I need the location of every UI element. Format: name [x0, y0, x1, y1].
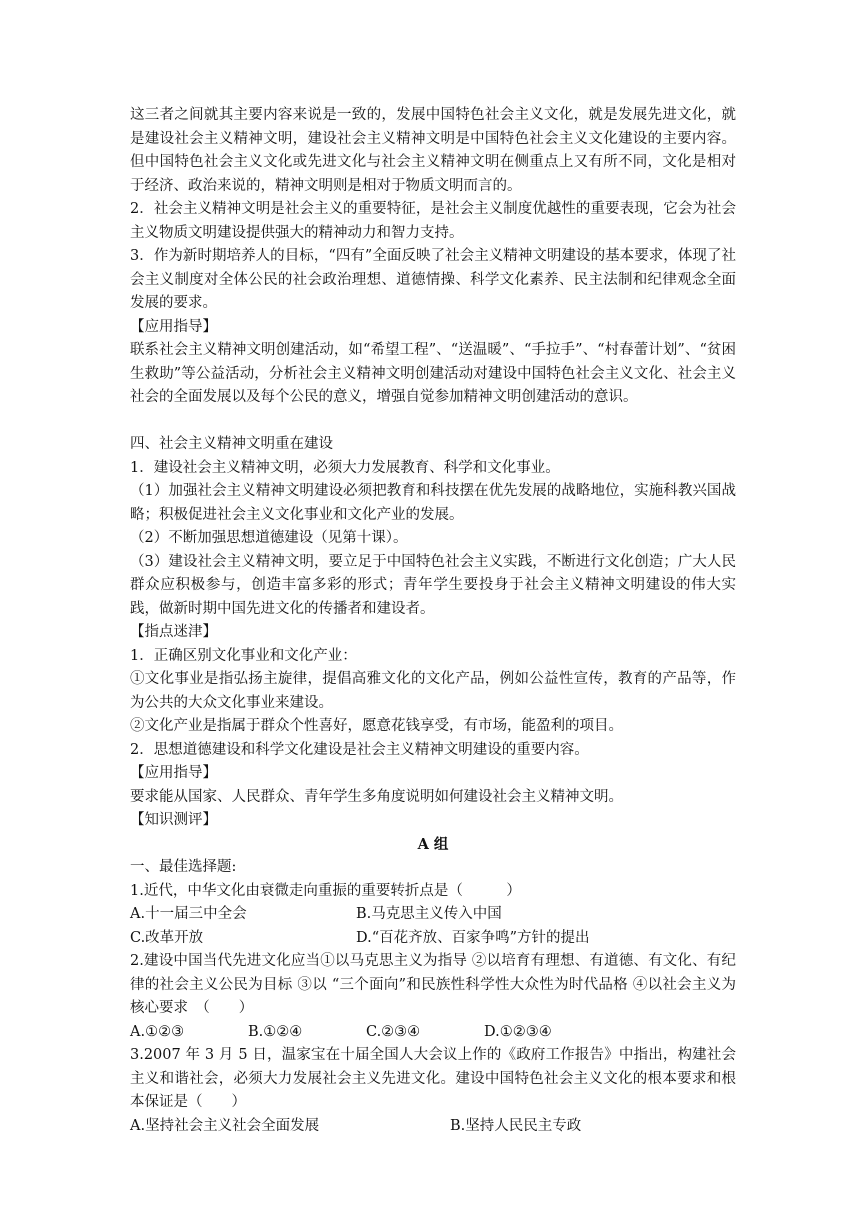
section-heading: 【应用指导】: [130, 765, 217, 781]
question-1: 1.近代，中华文化由衰微走向重振的重要转折点是（ ）: [130, 882, 521, 899]
option-b: B.马克思主义传入中国: [356, 906, 502, 922]
paragraph: ②文化产业是指属于群众个性喜好，愿意花钱享受，有市场，能盈利的项目。: [130, 718, 623, 734]
option-c: C.②③④: [366, 1023, 421, 1040]
paragraph: ①文化事业是指弘扬主旋律，提倡高雅文化的文化产品，例如公益性宣传，教育的产品等，作为公共的大众文化事业来建设。: [130, 671, 736, 711]
paragraph: 1．正确区别文化事业和文化产业：: [130, 647, 357, 664]
question-2: 2.建设中国当代先进文化应当①以马克思主义为指导 ②以培育有理想、有道德、有文化、有纪律的社会主义公民为目标 ③以 “三个面向”和民族性科学性大众性为时代品格 ④以社会主义为核心要求 （ ）: [130, 953, 736, 1016]
paragraph: 要求能从国家、人民群众、青年学生多角度说明如何建设社会主义精神文明。: [130, 788, 623, 805]
paragraph: （3）建设社会主义精神文明，要立足于中国特色社会主义实践，不断进行文化创造；广大人民群众应积极参与，创造丰富多彩的形式；青年学生要投身于社会主义精神文明建设的伟大实践，做新时期中国先进文化的传播者和建设者。: [130, 553, 736, 617]
question-1-options-row-2: [130, 927, 736, 951]
option-a: A.①②③: [130, 1023, 185, 1040]
question-3-options-row-1: [130, 1115, 736, 1139]
option-b: B.①②④: [248, 1023, 303, 1040]
section-heading: 【指点迷津】: [130, 624, 217, 640]
question-1-options-row-1: [130, 903, 736, 927]
section-heading: 【应用指导】: [130, 318, 217, 335]
option-a: A.坚持社会主义社会全面发展: [130, 1117, 320, 1134]
option-c: C.改革开放: [130, 929, 204, 946]
question-2-options: [130, 1021, 736, 1045]
question-3: 3.2007 年 3 月 5 日，温家宝在十届全国人大会议上作的《政府工作报告》中指出，构建社会主义和谐社会，必须大力发展社会主义先进文化。建设中国特色社会主义文化的根本要求和根本保证是（ ）: [130, 1047, 736, 1110]
option-d: D.“百花齐放、百家争鸣”方针的提出: [356, 929, 590, 946]
paragraph: （1）加强社会主义精神文明建设必须把教育和科技摆在优先发展的战略地位，实施科教兴国战略；积极促进社会主义文化事业和文化产业的发展。: [130, 483, 736, 523]
section-title: 四、社会主义精神文明重在建设: [130, 436, 333, 452]
group-title: A 组: [417, 835, 449, 853]
paragraph: 1．建设社会主义精神文明，必须大力发展教育、科学和文化事业。: [130, 459, 560, 476]
question-section-title: 一、最佳选择题:: [130, 859, 237, 875]
document-page: [130, 104, 736, 1138]
paragraph: （2）不断加强思想道德建设（见第十课）。: [130, 530, 408, 546]
paragraph: 2．思想道德建设和科学文化建设是社会主义精神文明建设的重要内容。: [130, 741, 589, 758]
paragraph: 2．社会主义精神文明是社会主义的重要特征，是社会主义制度优越性的重要表现，它会为社会主义物质文明建设提供强大的精神动力和智力支持。: [130, 201, 736, 241]
paragraph: 这三者之间就其主要内容来说是一致的，发展中国特色社会主义文化，就是发展先进文化，就是建设社会主义精神文明，建设社会主义精神文明是中国特色社会主义文化建设的主要内容。但中国特色社会主义文化或先进文化与社会主义精神文明在侧重点上又有所不同，文化是相对于经济、政治来说的，精神文明则是相对于物质文明而言的。: [130, 107, 736, 194]
blank-line: [130, 410, 736, 434]
option-b: B.坚持人民民主专政: [450, 1117, 582, 1134]
option-a: A.十一届三中全会: [130, 906, 247, 922]
option-d: D.①②③④: [484, 1023, 552, 1040]
paragraph: 联系社会主义精神文明创建活动，如“希望工程”、“送温暖”、“手拉手”、“村春蕾计划”、“贫困生救助”等公益活动，分析社会主义精神文明创建活动对建设中国特色社会主义文化、社会主义社会的全面发展以及每个公民的意义，增强自觉参加精神文明创建活动的意识。: [130, 342, 736, 405]
section-heading: 【知识测评】: [130, 812, 217, 828]
paragraph: 3．作为新时期培养人的目标，“四有”全面反映了社会主义精神文明建设的基本要求，体现了社会主义制度对全体公民的社会政治理想、道德情操、科学文化素养、民主法制和纪律观念全面发展的要求。: [130, 248, 736, 311]
